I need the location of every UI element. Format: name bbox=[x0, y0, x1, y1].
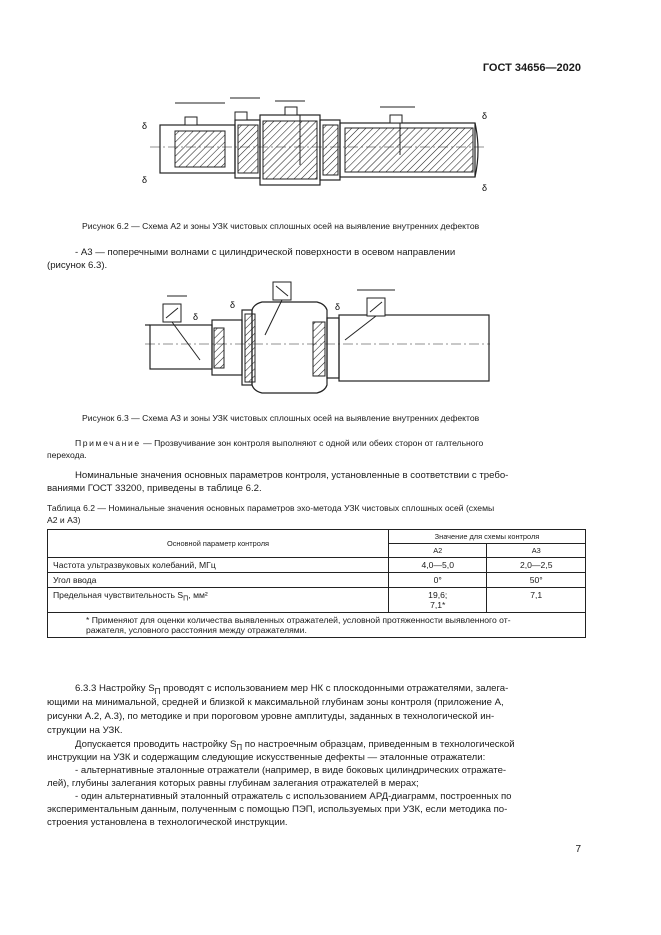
dim-label: δ bbox=[193, 312, 199, 322]
pa-sub: П bbox=[236, 742, 243, 752]
table-cell-a3: 7,1 bbox=[487, 588, 586, 613]
para-a3-line1: - А3 — поперечными волнами с цилиндрической поверхности в осевом направлении bbox=[75, 247, 456, 258]
p633-text: 6.3.3 Настройку S bbox=[75, 683, 155, 694]
table-cell-a2: 0° bbox=[389, 573, 487, 588]
para-a3-line2: (рисунок 6.3). bbox=[47, 260, 108, 271]
table-header-a2: А2 bbox=[389, 544, 487, 558]
table-row bbox=[48, 573, 586, 588]
table-cell-a3: 50° bbox=[487, 573, 586, 588]
param-text: Предельная чувствительность S bbox=[53, 590, 184, 600]
para-633-line2: ющими на минимальной, средней и близкой к максимальной глубинам зоны контроля (приложение А, bbox=[47, 697, 504, 708]
table-header-value: Значение для схемы контроля bbox=[389, 530, 586, 544]
a2-line1: 19,6; bbox=[428, 590, 448, 600]
note-line2: перехода. bbox=[47, 450, 87, 460]
p633-tail: проводят с использованием мер НК с плоскодонными отражателями, залега- bbox=[160, 683, 509, 694]
figure-6-3-drawing bbox=[145, 280, 490, 405]
para-allowed-line5: - один альтернативный эталонный отражатель с использованием АРД-диаграмм, построенных по bbox=[75, 791, 512, 802]
para-allowed-line4: лей), глубины залегания которых равны глубинам залегания отражателей в мерах; bbox=[47, 778, 419, 789]
para-allowed-line6: экспериментальным данным, полученным с помощью ПЭП, используемых при УЗК, если методика по- bbox=[47, 804, 508, 815]
para-allowed-line7: строения установлена в технологической инструкции. bbox=[47, 817, 288, 828]
figure-6-2-caption: Рисунок 6.2 — Схема А2 и зоны УЗК чистовых сплошных осей на выявление внутренних дефектов bbox=[82, 221, 480, 231]
table-cell-a2 bbox=[389, 588, 487, 613]
dim-label: δ bbox=[482, 111, 488, 121]
dim-label: δ bbox=[482, 183, 488, 193]
para-allowed-line2: инструкции на УЗК и содержащим следующие искусственные дефекты — эталонные отражатели: bbox=[47, 752, 486, 763]
table-cell-a3: 2,0—2,5 bbox=[487, 558, 586, 573]
table-title-line2: А2 и А3) bbox=[47, 515, 81, 525]
param-tail: , мм² bbox=[188, 590, 208, 600]
table-footnote bbox=[48, 613, 586, 638]
note-label: Примечание bbox=[75, 438, 141, 448]
table-cell-param: Угол ввода bbox=[48, 573, 389, 588]
p633-sub: П bbox=[154, 686, 161, 696]
dim-label: δ bbox=[142, 175, 148, 185]
param-sub: П bbox=[183, 594, 189, 603]
a2-line2: 7,1* bbox=[430, 600, 446, 610]
table-cell-a2: 4,0—5,0 bbox=[389, 558, 487, 573]
figure-6-3-caption: Рисунок 6.3 — Схема А3 и зоны УЗК чистовых сплошных осей на выявление внутренних дефектов bbox=[82, 413, 480, 423]
para-nominal-line1: Номинальные значения основных параметров контроля, установленные в соответствии с требо- bbox=[75, 470, 509, 481]
table-title-line1: Таблица 6.2 — Номинальные значения основных параметров эхо-метода УЗК чистовых сплошных осей (схемы bbox=[47, 503, 495, 513]
table-cell-param bbox=[48, 588, 389, 613]
dim-label: δ bbox=[142, 121, 148, 131]
para-allowed-line3: - альтернативные эталонные отражатели (например, в виде боковых цилиндрических отражате- bbox=[75, 765, 507, 776]
table-header-param: Основной параметр контроля bbox=[48, 530, 389, 558]
pa-tail: по настроечным образцам, приведенным в технологической bbox=[242, 739, 515, 750]
table-row bbox=[48, 588, 586, 613]
dim-label: δ bbox=[335, 302, 341, 312]
note-text: — Прозвучивание зон контроля выполняют с одной или обеих сторон от галтельного bbox=[140, 438, 484, 448]
note-line1 bbox=[75, 438, 483, 448]
table-row bbox=[48, 558, 586, 573]
para-633-line3: рисунки А.2, А.3), по методике и при пороговом уровне амплитуды, заданных в технологической ин- bbox=[47, 711, 495, 722]
table-cell-param: Частота ультразвуковых колебаний, МГц bbox=[48, 558, 389, 573]
page-number: 7 bbox=[575, 844, 581, 855]
figure-6-2-drawing bbox=[130, 95, 500, 205]
parameters-table bbox=[47, 529, 586, 638]
table-header-a3: А3 bbox=[487, 544, 586, 558]
document-id: ГОСТ 34656—2020 bbox=[482, 62, 581, 74]
footnote-line1: * Применяют для оценки количества выявленных отражателей, условной протяженности выявленного от- bbox=[86, 615, 511, 625]
para-633-line4: струкции на УЗК. bbox=[47, 725, 123, 736]
pa-text: Допускается проводить настройку S bbox=[75, 739, 237, 750]
footnote-line2: ражателя, условного расстояния между отражателями. bbox=[86, 625, 307, 635]
para-nominal-line2: ваниями ГОСТ 33200, приведены в таблице 6.2. bbox=[47, 483, 262, 494]
dim-label: δ bbox=[230, 300, 236, 310]
